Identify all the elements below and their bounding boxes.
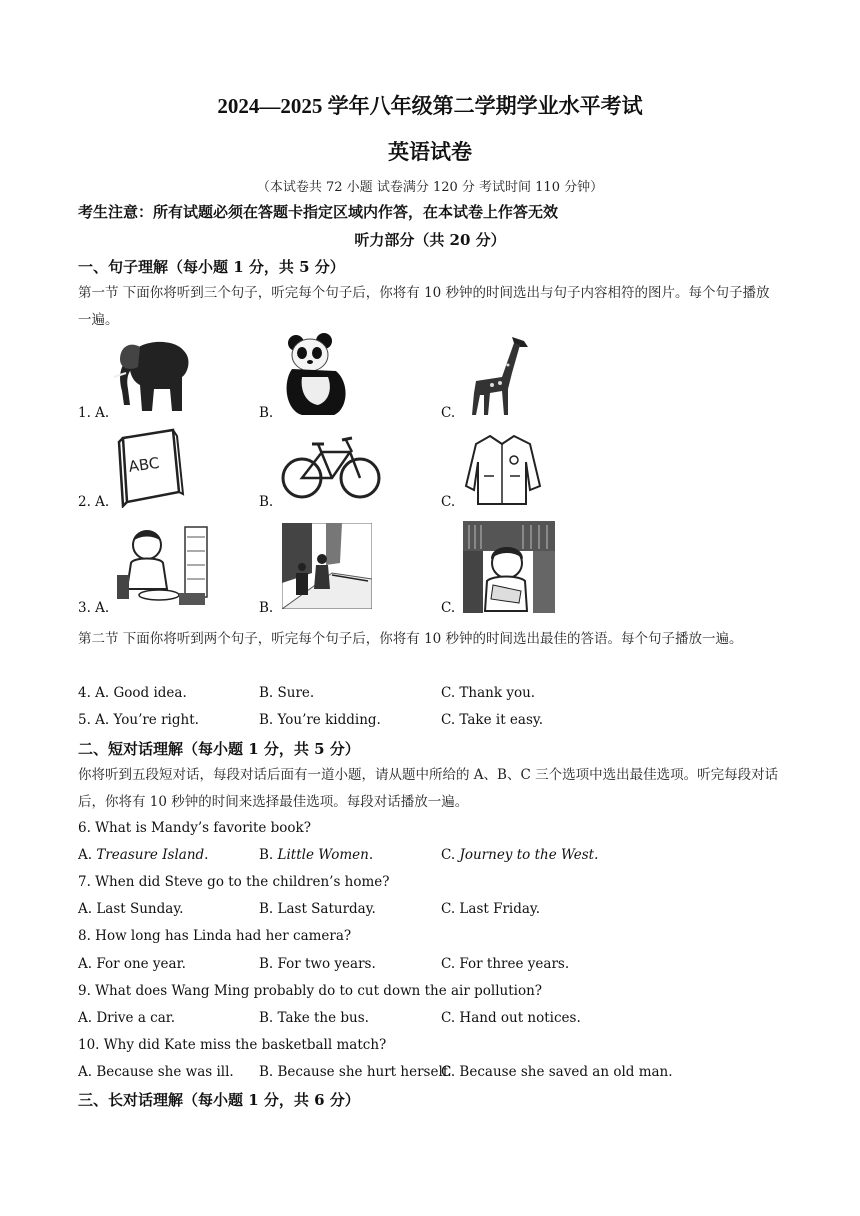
boy-reading-picture [463, 521, 555, 613]
street-scene-picture [282, 523, 372, 609]
q8-question: 8. How long has Linda had her camera? [78, 928, 352, 944]
q1-option-a-label: 1. A. [78, 405, 110, 421]
q10-option-a: A. Because she was ill. [78, 1064, 234, 1080]
q4-option-a: 4. A. Good idea. [78, 685, 187, 701]
exam-info: （本试卷共 72 小题 试卷满分 120 分 考试时间 110 分钟） [256, 180, 604, 195]
q9-option-b: B. Take the bus. [259, 1010, 369, 1026]
part2-heading: 二、短对话理解（每小题 1 分，共 5 分） [78, 740, 360, 758]
q5-option-b: B. You’re kidding. [259, 712, 381, 728]
q4-option-b: B. Sure. [259, 685, 315, 701]
exam-subtitle: 英语试卷 [388, 140, 472, 164]
q10-option-b: B. Because she hurt herself. [259, 1064, 452, 1080]
listening-title: 听力部分（共 20 分） [354, 231, 506, 249]
q5-option-c: C. Take it easy. [441, 712, 544, 728]
part3-heading: 三、长对话理解（每小题 1 分，共 6 分） [78, 1091, 360, 1109]
part1-instruction: 第一节 下面你将听到三个句子，听完每个句子后，你将有 10 秒钟的时间选出与句子内容相符的图片。每个句子播放一遍。 [78, 285, 770, 328]
q6-question: 6. What is Mandy’s favorite book? [78, 820, 311, 836]
book-picture [113, 428, 185, 508]
q1-option-b-label: B. [259, 405, 274, 421]
jacket-picture [464, 432, 542, 506]
q2-option-a-label: 2. A. [78, 494, 110, 510]
bicycle-picture [280, 432, 382, 504]
q7-option-b: B. Last Saturday. [259, 901, 376, 917]
q7-option-c: C. Last Friday. [441, 901, 541, 917]
q2-option-c-label: C. [441, 494, 456, 510]
q3-option-c-label: C. [441, 600, 456, 616]
q9-question: 9. What does Wang Ming probably do to cut down the air pollution? [78, 983, 543, 999]
q6-option-c: C. Journey to the West. [441, 847, 599, 863]
q9-option-a: A. Drive a car. [78, 1010, 176, 1026]
panda-picture [282, 333, 352, 417]
q4-option-c: C. Thank you. [441, 685, 536, 701]
q5-option-a: 5. A. You’re right. [78, 712, 199, 728]
q7-option-a: A. Last Sunday. [78, 901, 184, 917]
q7-question: 7. When did Steve go to the children’s home? [78, 874, 390, 890]
q10-option-c: C. Because she saved an old man. [441, 1064, 673, 1080]
q9-option-c: C. Hand out notices. [441, 1010, 581, 1026]
q3-option-b-label: B. [259, 600, 274, 616]
exam-title: 2024—2025 学年八年级第二学期学业水平考试 [217, 94, 643, 118]
q6-option-b: B. Little Women. [259, 847, 374, 863]
exam-notice: 考生注意：所有试题必须在答题卡指定区域内作答，在本试卷上作答无效 [78, 203, 559, 221]
boy-eating-picture [113, 523, 209, 609]
q10-question: 10. Why did Kate miss the basketball match? [78, 1037, 387, 1053]
q8-option-b: B. For two years. [259, 956, 376, 972]
q6-option-a: A. Treasure Island. [78, 847, 209, 863]
q8-option-c: C. For three years. [441, 956, 570, 972]
q2-option-b-label: B. [259, 494, 274, 510]
giraffe-picture [462, 333, 534, 417]
q3-option-a-label: 3. A. [78, 600, 110, 616]
book-cover-text: ABC [127, 453, 161, 476]
part1-heading: 一、句子理解（每小题 1 分，共 5 分） [78, 258, 345, 276]
elephant-picture [110, 333, 206, 417]
q8-option-a: A. For one year. [78, 956, 186, 972]
q1-option-c-label: C. [441, 405, 456, 421]
part2-instruction: 你将听到五段短对话，每段对话后面有一道小题，请从题中所给的 A、B、C 三个选项中选出最佳选项。听完每段对话后，你将有 10 秒钟的时间来选择最佳选项。每段对话播放一遍。 [78, 767, 779, 810]
part1-instruction2: 第二节 下面你将听到两个句子，听完每个句子后，你将有 10 秒钟的时间选出最佳的答语。每个句子播放一遍。 [78, 631, 743, 647]
